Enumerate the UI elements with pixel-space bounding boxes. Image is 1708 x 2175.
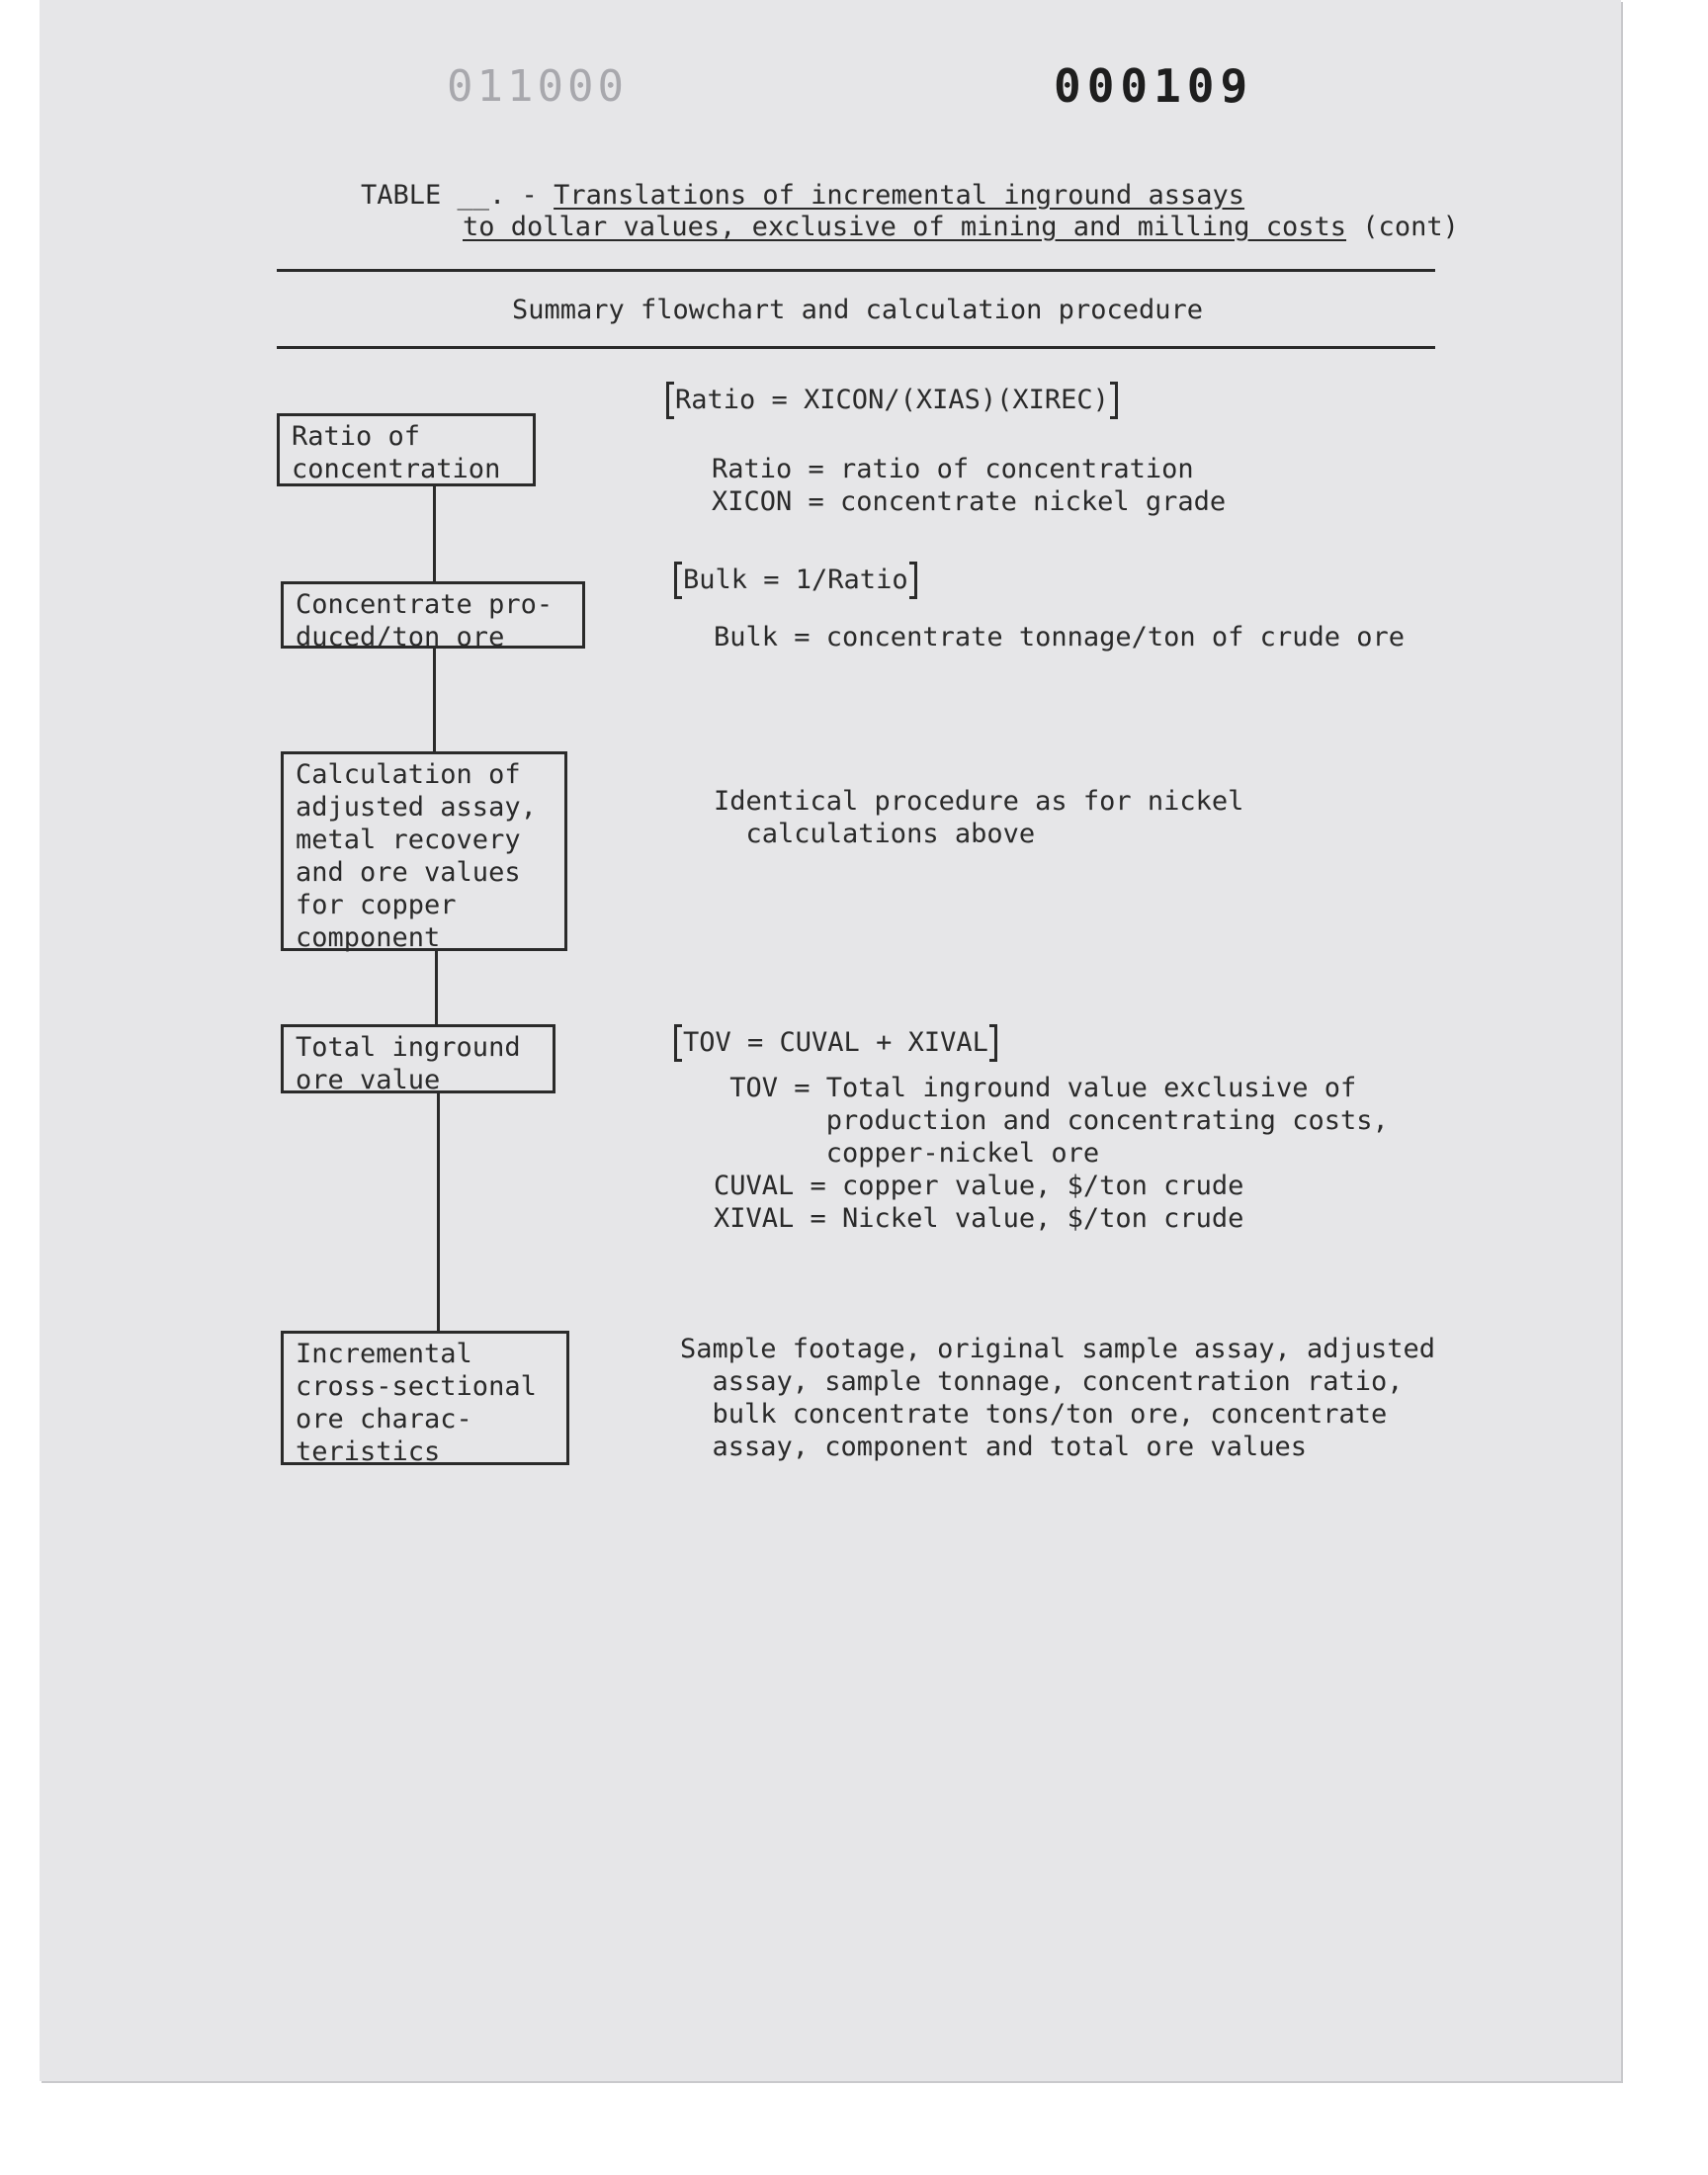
title-suffix: (cont) bbox=[1346, 212, 1459, 242]
title-line-1: Translations of incremental inground assays bbox=[554, 180, 1245, 211]
table-title-line-2 bbox=[463, 211, 1459, 243]
flow-box-total-value: Total inground ore value bbox=[281, 1024, 555, 1093]
connector-1 bbox=[433, 486, 436, 581]
table-title bbox=[361, 179, 1244, 212]
page-number-stamp: 000109 bbox=[1054, 59, 1254, 113]
equation-ratio: Ratio = XICON/(XIAS)(XIREC) bbox=[666, 382, 1118, 419]
flow-box-ratio: Ratio of concentration bbox=[277, 413, 536, 486]
subtitle: Summary flowchart and calculation procedure bbox=[512, 295, 1203, 325]
table-label: TABLE __. - bbox=[361, 180, 555, 211]
definitions-tov: TOV = Total inground value exclusive of production and concentrating costs, copper-nickel ore CUVAL = copper value, $/ton crude XIVAL = Nickel value, $/ton crude bbox=[714, 1073, 1389, 1234]
bottom-rule bbox=[277, 346, 1435, 349]
copper-procedure-note: Identical procedure as for nickel calculations above bbox=[714, 786, 1244, 849]
page-stamp-left: 011000 bbox=[447, 61, 628, 112]
flow-box-copper-calculation: Calculation of adjusted assay, metal recovery and ore values for copper component bbox=[281, 751, 567, 951]
connector-2 bbox=[433, 649, 436, 751]
equation-tov: TOV = CUVAL + XIVAL bbox=[674, 1024, 997, 1062]
top-rule bbox=[277, 269, 1435, 272]
equation-bulk: Bulk = 1/Ratio bbox=[674, 562, 917, 599]
flow-box-characteristics: Incremental cross-sectional ore charac- teristics bbox=[281, 1331, 569, 1465]
flow-box-concentrate: Concentrate pro- duced/ton ore bbox=[281, 581, 585, 649]
title-line-2: to dollar values, exclusive of mining and milling costs bbox=[463, 212, 1347, 242]
connector-3 bbox=[435, 951, 438, 1024]
characteristics-description: Sample footage, original sample assay, adjusted assay, sample tonnage, concentration ratio, bulk concentrate tons/ton ore, concentrate assay, component and total ore values bbox=[680, 1334, 1436, 1462]
connector-4 bbox=[437, 1093, 440, 1331]
definitions-ratio: Ratio = ratio of concentration XICON = concentrate nickel grade bbox=[712, 454, 1227, 517]
definitions-bulk: Bulk = concentrate tonnage/ton of crude ore bbox=[714, 622, 1405, 652]
